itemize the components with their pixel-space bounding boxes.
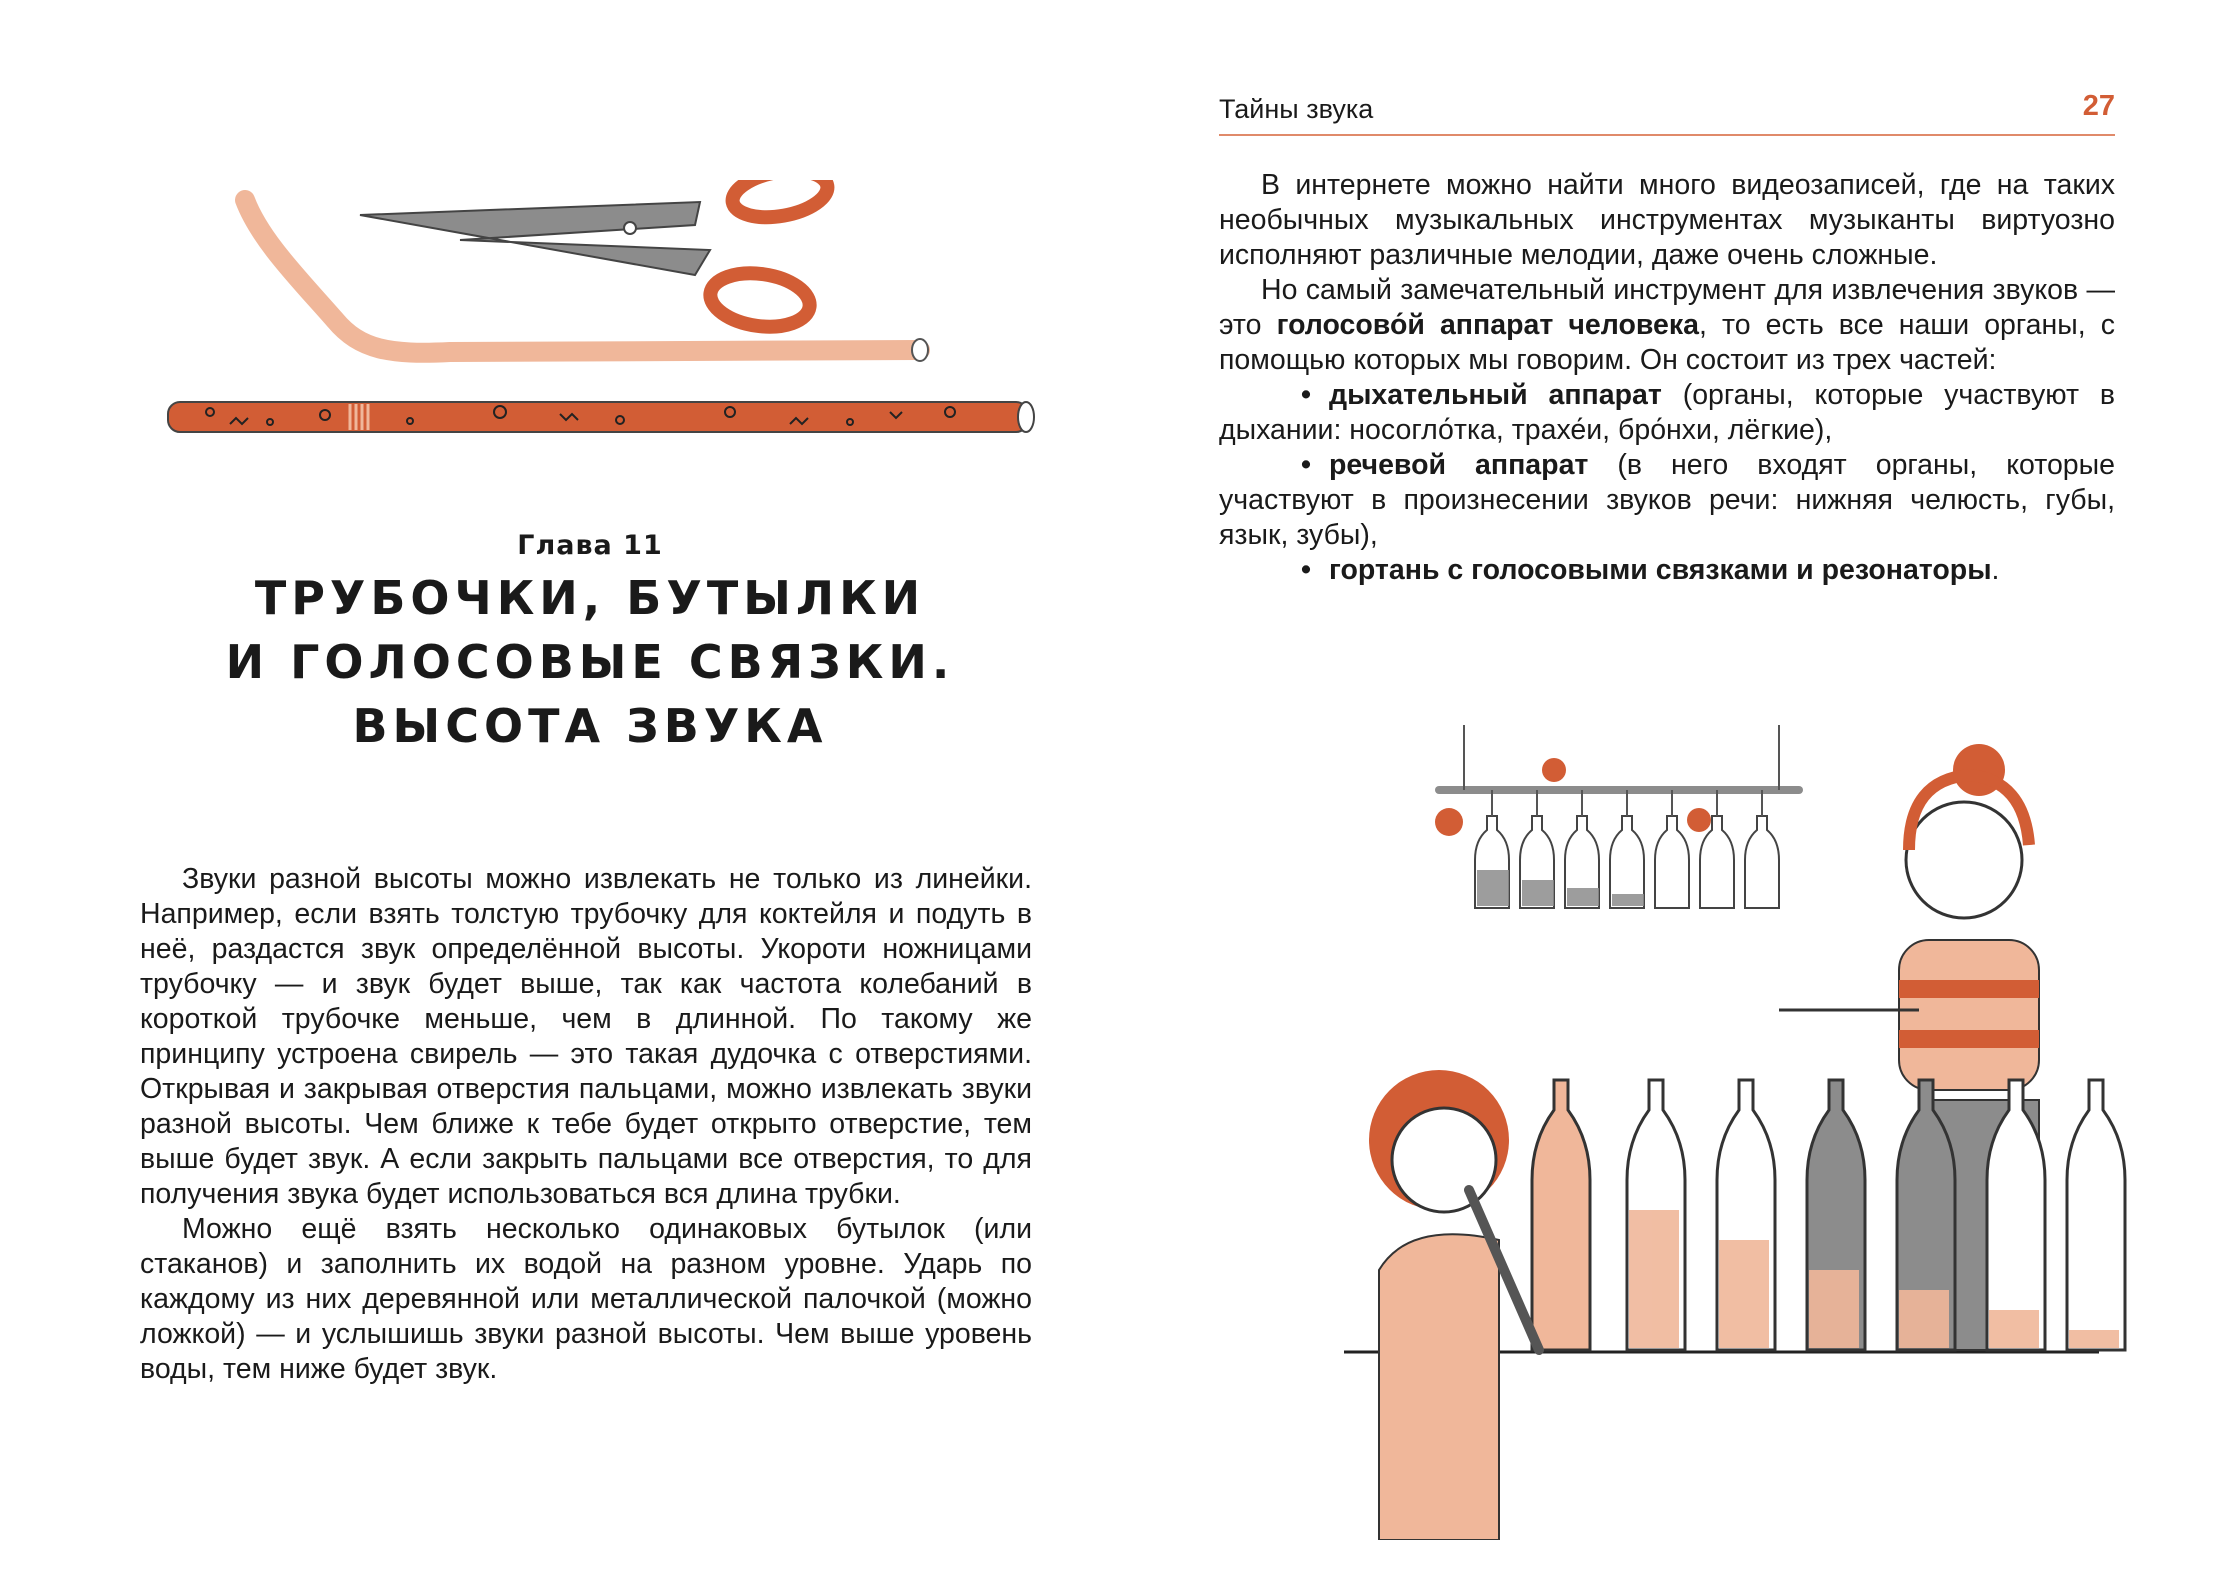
bullet-item: [1219, 553, 2115, 588]
bold-term: гортань с голосовыми связками и резонаторы: [1328, 554, 1992, 586]
text-run: .: [1991, 554, 2000, 586]
bold-term: голосово́й аппарат человека: [1276, 309, 1700, 341]
paragraph: [1219, 273, 2115, 378]
scissors-and-straws-illustration: [150, 180, 1050, 470]
bullet-item: [1219, 378, 2115, 448]
left-body-text: [140, 862, 1032, 1387]
running-header: [1219, 90, 2115, 136]
children-playing-bottles-illustration: [1219, 710, 2219, 1540]
bullet-icon: •: [1301, 449, 1311, 481]
bold-term: дыхательный аппарат: [1328, 379, 1662, 411]
paragraph: Звуки разной высоты можно извлекать не только из линейки. Например, если взять толстую трубочку для коктейля и подуть в неё, раздастся звук определённой высоты. Укороти ножницами трубочку — и звук будет выше, так как частота колебаний в короткой трубочке меньше, чем в длинной. По такому же принципу устроена свирель — это такая дудочка с отверстиями. Открывая и закрывая отверстия пальцами, можно извлекать звуки разной высоты. Чем ближе к тебе будет открыто отверстие, тем выше будет звук. А если закрыть пальцами все отверстия, то для получения звука будет использоваться вся длина трубки.: [140, 863, 1032, 1210]
text-run: (в него входят органы, которые участвуют в произнесении звуков речи: нижняя челюсть, губы, язык, зубы),: [1219, 449, 2115, 551]
right-page: [1119, 0, 2238, 1582]
bullet-icon: •: [1301, 554, 1311, 586]
bullet-icon: •: [1301, 379, 1311, 411]
chapter-title: [140, 566, 1040, 758]
bullet-item: [1219, 448, 2115, 553]
paragraph: Можно ещё взять несколько одинаковых бутылок (или стаканов) и заполнить их водой на разном уровне. Ударь по каждому из них деревянной или металлической палочкой (можно ложкой) — и услышишь звуки разной высоты. Чем выше уровень воды, тем ниже будет звук.: [140, 1213, 1032, 1385]
chapter-title-line: ВЫСОТА ЗВУКА: [352, 699, 828, 753]
text-run: Но самый замечательный инструмент для извлечения звуков — это: [1219, 274, 2115, 341]
right-body-text: [1219, 168, 2115, 588]
chapter-label: Глава 11: [517, 530, 663, 561]
bold-term: речевой аппарат: [1328, 449, 1589, 481]
chapter-title-line: ТРУБОЧКИ, БУТЫЛКИ: [254, 571, 926, 625]
chapter-title-line: И ГОЛОСОВЫЕ СВЯЗКИ.: [225, 635, 955, 689]
text-run: , то есть все наши органы, с помощью которых мы говорим. Он состоит из трех частей:: [1219, 309, 2115, 376]
paragraph: В интернете можно найти много видеозаписей, где на таких необычных музыкальных инструментах музыканты виртуозно исполняют различные мелодии, даже очень сложные.: [1219, 169, 2115, 271]
page-number: 27: [2082, 90, 2115, 122]
text-run: (органы, которые участвуют в дыхании: носогло́тка, трахе́и, бро́нхи, лёгкие),: [1219, 379, 2115, 446]
running-title: Тайны звука: [1219, 94, 1374, 124]
